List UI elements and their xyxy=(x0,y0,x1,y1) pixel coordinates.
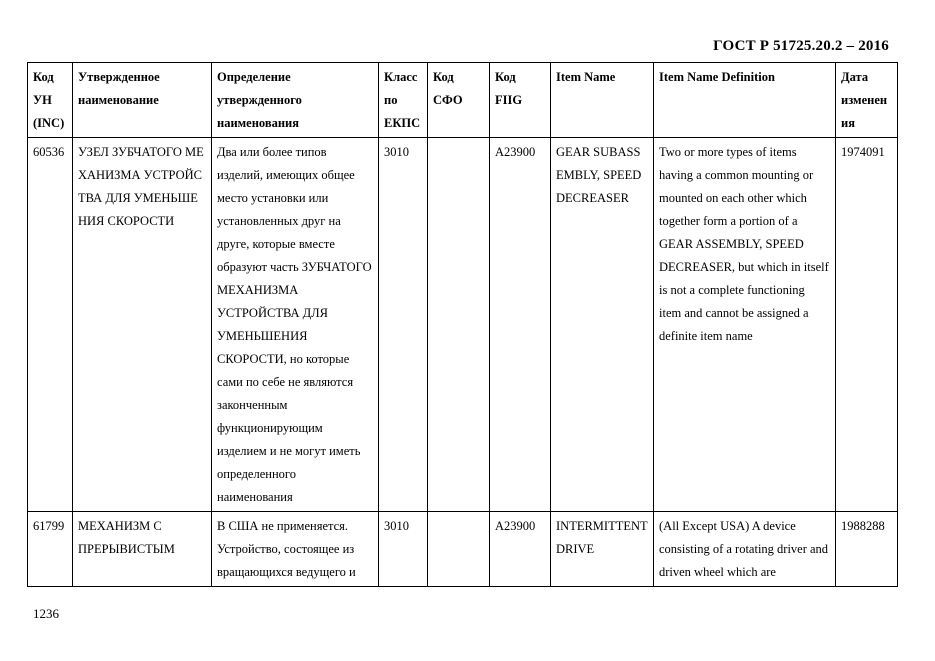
column-header-item-name: Item Name xyxy=(551,63,654,138)
cell-fiig-code: A23900 xyxy=(490,138,551,512)
cell-definition-ru: Два или более типов изделий, имеющих общее место установки или установленных друг на друге, которые вместе образуют часть ЗУБЧАТОГО МЕХАНИЗМА УСТРОЙСТВА ДЛЯ УМЕНЬШЕНИЯ СКОРОСТИ, но которые сами по себе не являются законченным функционирующим изделием и не могут иметь определенного наименования xyxy=(212,138,379,512)
cell-inc: 61799 xyxy=(28,512,73,587)
cell-item-name-definition: Two or more types of items having a common mounting or mounted on each other which together form a portion of a GEAR ASSEMBLY, SPEED DECREASER, but which in itself is not a complete functioning item and cannot be assigned a definite item name xyxy=(654,138,836,512)
table-row xyxy=(28,512,898,587)
cell-item-name: GEAR SUBASSEMBLY, SPEED DECREASER xyxy=(551,138,654,512)
page-number: 1236 xyxy=(33,606,59,621)
cell-approved-name: УЗЕЛ ЗУБЧАТОГО МЕХАНИЗМА УСТРОЙСТВА ДЛЯ УМЕНЬШЕНИЯ СКОРОСТИ xyxy=(73,138,212,512)
column-header-approved-name: Утвержденное наименование xyxy=(73,63,212,138)
table-row xyxy=(28,138,898,512)
column-header-inc: Код УН (INC) xyxy=(28,63,73,138)
column-header-fiig-code: Код FIIG xyxy=(490,63,551,138)
table-header-row xyxy=(28,63,898,138)
column-header-definition-ru: Определение утвержденного наименования xyxy=(212,63,379,138)
cell-change-date: 1974091 xyxy=(836,138,898,512)
cell-change-date: 1988288 xyxy=(836,512,898,587)
cell-item-name-definition: (All Except USA) A device consisting of a rotating driver and driven wheel which are xyxy=(654,512,836,587)
cell-definition-ru: В США не применяется. Устройство, состоящее из вращающихся ведущего и xyxy=(212,512,379,587)
column-header-change-date: Дата изменен ия xyxy=(836,63,898,138)
cell-fiig-code: A23900 xyxy=(490,512,551,587)
cell-sfo-code xyxy=(428,138,490,512)
cell-approved-name: МЕХАНИЗМ С ПРЕРЫВИСТЫМ xyxy=(73,512,212,587)
column-header-item-name-definition: Item Name Definition xyxy=(654,63,836,138)
cell-ekps-class: 3010 xyxy=(379,512,428,587)
column-header-ekps-class: Класс по ЕКПС xyxy=(379,63,428,138)
cell-ekps-class: 3010 xyxy=(379,138,428,512)
cell-sfo-code xyxy=(428,512,490,587)
document-header: ГОСТ Р 51725.20.2 – 2016 xyxy=(713,38,889,54)
cell-item-name: INTERMITTENT DRIVE xyxy=(551,512,654,587)
item-name-table xyxy=(27,62,898,587)
cell-inc: 60536 xyxy=(28,138,73,512)
column-header-sfo-code: Код СФО xyxy=(428,63,490,138)
